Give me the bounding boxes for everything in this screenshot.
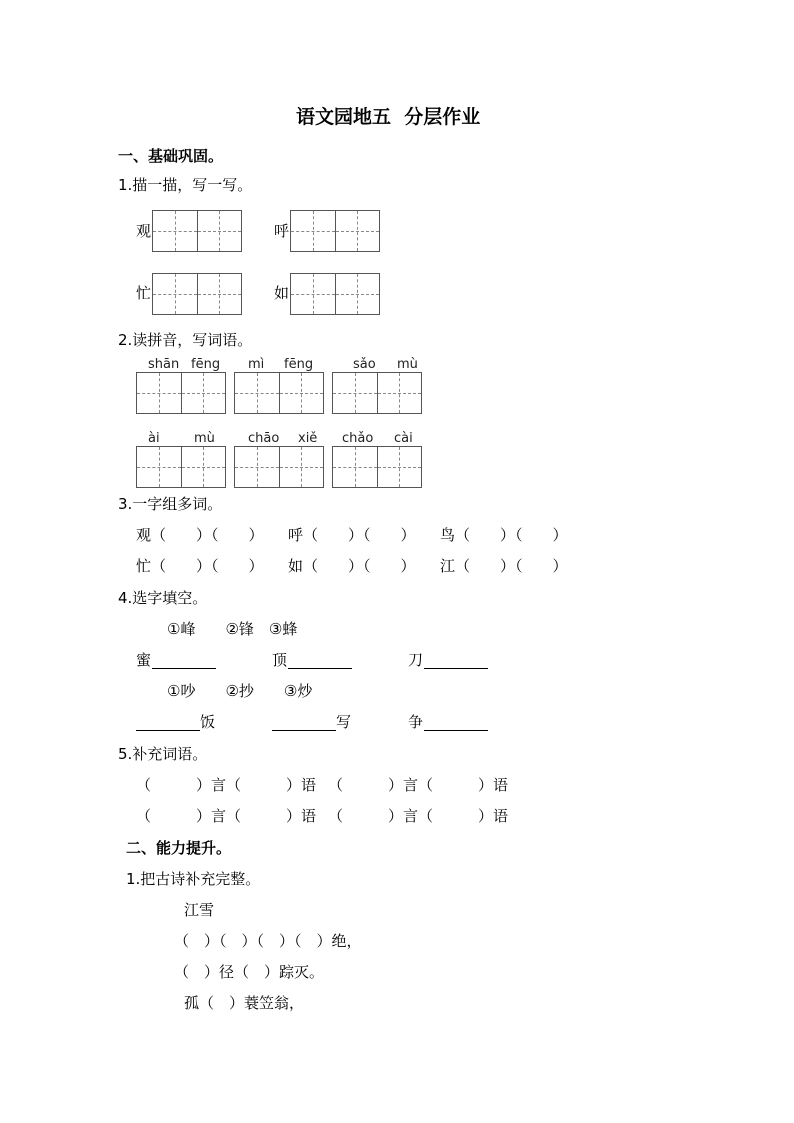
trace-char: 呼 — [274, 222, 290, 240]
char-options: ①吵 ②抄 ③炒 — [167, 682, 313, 700]
idiom-item[interactable]: （ ）言（ ）语 — [136, 807, 317, 825]
idiom-item[interactable]: （ ）言（ ）语 — [328, 776, 509, 794]
idiom-item[interactable]: （ ）言（ ）语 — [136, 776, 317, 794]
idiom-item[interactable]: （ ）言（ ）语 — [328, 807, 509, 825]
word-group-item[interactable]: 呼（ ）（ ） — [288, 526, 416, 544]
fill-blank[interactable] — [424, 712, 488, 731]
writing-grid[interactable] — [332, 372, 422, 414]
word-group-item[interactable]: 观（ ）（ ） — [136, 526, 264, 544]
poem-line[interactable]: （ ）径（ ）踪灭。 — [174, 963, 325, 981]
question-1-prompt: 1.描一描，写一写。 — [118, 176, 253, 194]
section-heading-advanced: 二、能力提升。 — [126, 839, 232, 857]
word-group-item[interactable]: 如（ ）（ ） — [288, 557, 416, 575]
writing-grid[interactable] — [136, 446, 226, 488]
pinyin: fēng — [191, 357, 221, 372]
question-4-prompt: 4.选字填空。 — [118, 589, 208, 607]
writing-grid[interactable] — [152, 273, 242, 315]
fill-suffix: 写 — [336, 713, 352, 731]
trace-char: 观 — [136, 222, 152, 240]
writing-grid[interactable] — [234, 446, 324, 488]
writing-grid[interactable] — [136, 372, 226, 414]
writing-grid[interactable] — [332, 446, 422, 488]
pinyin: chǎo — [342, 431, 374, 446]
writing-grid[interactable] — [152, 210, 242, 252]
fill-prefix: 争 — [408, 713, 424, 731]
poem-title: 江雪 — [184, 901, 215, 919]
fill-blank[interactable] — [136, 712, 200, 731]
fill-prefix: 顶 — [272, 651, 288, 669]
poem-line[interactable]: 孤（ ）蓑笠翁， — [184, 994, 305, 1012]
fill-blank[interactable] — [272, 712, 336, 731]
pinyin: cài — [394, 431, 413, 446]
trace-char: 忙 — [136, 284, 152, 302]
fill-blank[interactable] — [288, 650, 352, 669]
question-5-prompt: 5.补充词语。 — [118, 745, 208, 763]
question-3-prompt: 3.一字组多词。 — [118, 495, 223, 513]
fill-blank[interactable] — [152, 650, 216, 669]
word-group-item[interactable]: 鸟（ ）（ ） — [440, 526, 568, 544]
pinyin: mù — [397, 357, 418, 372]
fill-prefix: 蜜 — [136, 651, 152, 669]
fill-prefix: 刀 — [408, 651, 424, 669]
pinyin: sǎo — [353, 357, 376, 372]
poem-line[interactable]: （ ）（ ）（ ）（ ）绝， — [174, 932, 362, 950]
page-title: 语文园地五 分层作业 — [296, 106, 481, 128]
writing-grid[interactable] — [290, 273, 380, 315]
pinyin: xiě — [298, 431, 318, 446]
pinyin: mì — [248, 357, 265, 372]
fill-blank[interactable] — [424, 650, 488, 669]
trace-char: 如 — [274, 284, 290, 302]
pinyin: chāo — [248, 431, 280, 446]
pinyin: ài — [148, 431, 160, 446]
writing-grid[interactable] — [234, 372, 324, 414]
writing-grid[interactable] — [290, 210, 380, 252]
pinyin: fēng — [284, 357, 314, 372]
question-s2-1-prompt: 1.把古诗补充完整。 — [126, 870, 261, 888]
section-heading-basic: 一、基础巩固。 — [118, 147, 224, 165]
word-group-item[interactable]: 江（ ）（ ） — [440, 557, 568, 575]
pinyin: shān — [148, 357, 180, 372]
question-2-prompt: 2.读拼音，写词语。 — [118, 331, 253, 349]
char-options: ①峰 ②锋 ③蜂 — [167, 620, 298, 638]
pinyin: mù — [194, 431, 215, 446]
fill-suffix: 饭 — [200, 713, 216, 731]
word-group-item[interactable]: 忙（ ）（ ） — [136, 557, 264, 575]
